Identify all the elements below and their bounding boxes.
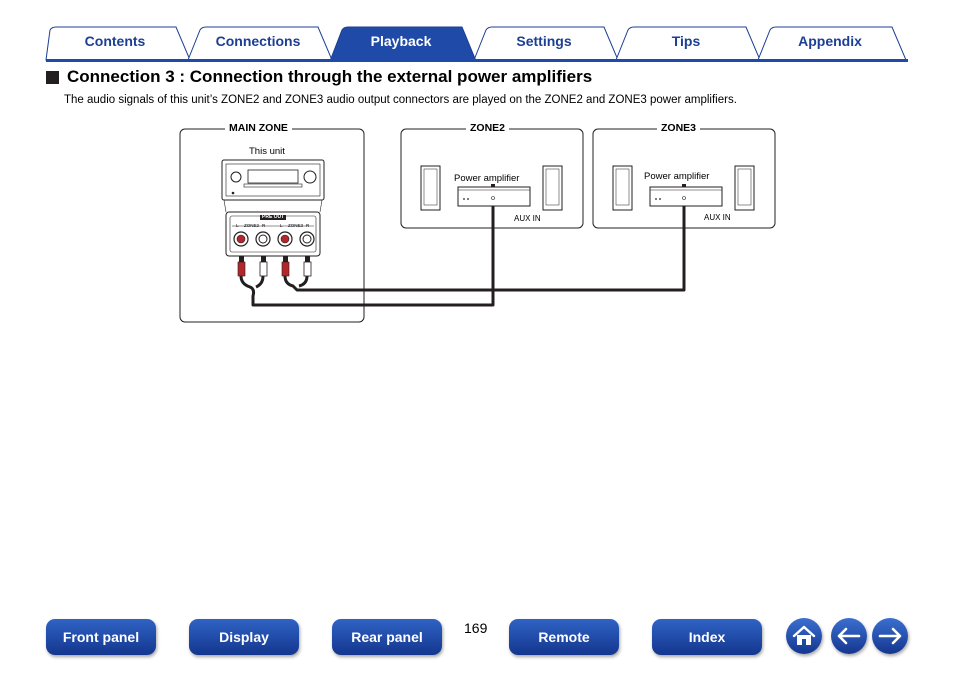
this-unit-label: This unit: [249, 146, 285, 157]
tab-contents[interactable]: Contents: [84, 33, 146, 49]
page-number: 169: [464, 620, 488, 636]
index-button[interactable]: Index: [652, 619, 762, 655]
pre-out-label: PRE OUT: [262, 214, 285, 220]
tab-playback[interactable]: Playback: [370, 33, 432, 49]
jack-l-label: L: [236, 223, 239, 228]
front-panel-button[interactable]: Front panel: [46, 619, 156, 655]
jack-zone2-label: ZONE2: [244, 223, 260, 228]
zone3-label: ZONE3: [657, 122, 700, 134]
section-description: The audio signals of this unit’s ZONE2 and ZONE3 audio output connectors are played on the ZONE2 and ZONE3 power amplifiers.: [64, 94, 737, 106]
rca-plugs: [238, 256, 311, 276]
jack-r-label-2: R: [306, 223, 310, 228]
display-button[interactable]: Display: [189, 619, 299, 655]
section-title: Connection 3 : Connection through the external power amplifiers: [67, 67, 593, 86]
zone2-power-amp-label: Power amplifier: [454, 173, 520, 184]
zone3-aux-in-label: AUX IN: [704, 213, 731, 222]
jack-l-label-2: L: [280, 223, 283, 228]
receiver-unit: [222, 160, 324, 200]
back-button[interactable]: [831, 618, 867, 654]
home-icon: [786, 618, 822, 654]
main-zone-label: MAIN ZONE: [225, 122, 292, 134]
tab-settings[interactable]: Settings: [516, 33, 572, 49]
tab-tips[interactable]: Tips: [671, 33, 701, 49]
jack-zone3-label: ZONE3: [288, 223, 304, 228]
home-button[interactable]: [786, 618, 822, 654]
zone3-power-amp-label: Power amplifier: [644, 171, 710, 182]
tab-appendix[interactable]: Appendix: [798, 33, 862, 49]
tab-connections[interactable]: Connections: [215, 33, 301, 49]
arrow-left-icon: [831, 618, 867, 654]
arrow-right-icon: [872, 618, 908, 654]
rear-panel-button[interactable]: Rear panel: [332, 619, 442, 655]
remote-button[interactable]: Remote: [509, 619, 619, 655]
zone2-label: ZONE2: [466, 122, 509, 134]
jack-r-label: R: [262, 223, 266, 228]
forward-button[interactable]: [872, 618, 908, 654]
zone2-aux-in-label: AUX IN: [514, 214, 541, 223]
